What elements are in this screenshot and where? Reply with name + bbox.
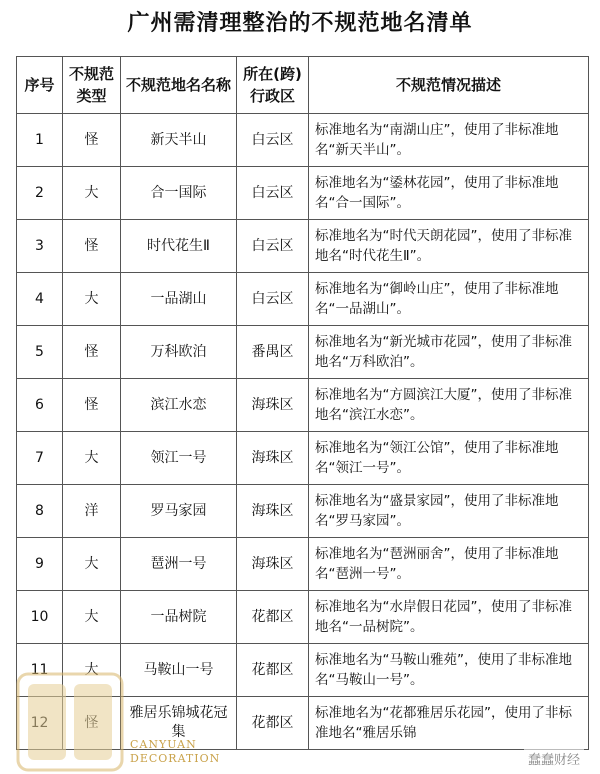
cell-seq: 11 [17, 644, 63, 697]
header-desc: 不规范情况描述 [309, 57, 589, 114]
cell-name: 雅居乐锦城花冠集 [121, 697, 237, 750]
header-district: 所在(跨)行政区 [237, 57, 309, 114]
table-row [17, 379, 589, 432]
cell-type: 怪 [63, 114, 121, 167]
cell-district: 海珠区 [237, 379, 309, 432]
table-header-row [17, 57, 589, 114]
header-type: 不规范类型 [63, 57, 121, 114]
table-row [17, 591, 589, 644]
cell-district: 花都区 [237, 591, 309, 644]
cell-name: 领江一号 [121, 432, 237, 485]
page-title: 广州需清理整治的不规范地名清单 [127, 10, 473, 36]
cell-district: 白云区 [237, 167, 309, 220]
cell-desc: 标准地名为“方圆滨江大厦”，使用了非标准地名“滨江水恋”。 [309, 379, 589, 432]
watermark-brand-line1: CANYUAN [130, 738, 197, 751]
cell-name: 一品树院 [121, 591, 237, 644]
cell-seq: 5 [17, 326, 63, 379]
cell-district: 花都区 [237, 697, 309, 750]
cell-seq: 9 [17, 538, 63, 591]
table-row [17, 220, 589, 273]
cell-seq: 3 [17, 220, 63, 273]
cell-type: 怪 [63, 379, 121, 432]
wechat-watermark: 蠢蠢财经 [524, 749, 584, 768]
place-names-table [16, 56, 589, 750]
cell-desc: 标准地名为“御岭山庄”，使用了非标准地名“一品湖山”。 [309, 273, 589, 326]
cell-district: 花都区 [237, 644, 309, 697]
cell-type: 怪 [63, 326, 121, 379]
cell-desc: 标准地名为“盛景家园”，使用了非标准地名“罗马家园”。 [309, 485, 589, 538]
cell-type: 大 [63, 432, 121, 485]
cell-name: 时代花生Ⅱ [121, 220, 237, 273]
cell-seq: 8 [17, 485, 63, 538]
cell-district: 海珠区 [237, 485, 309, 538]
header-seq: 序号 [17, 57, 63, 114]
cell-desc: 标准地名为“新光城市花园”，使用了非标准地名“万科欧泊”。 [309, 326, 589, 379]
header-name: 不规范地名名称 [121, 57, 237, 114]
cell-district: 番禺区 [237, 326, 309, 379]
cell-type: 大 [63, 167, 121, 220]
cell-desc: 标准地名为“琶洲丽舍”，使用了非标准地名“琶洲一号”。 [309, 538, 589, 591]
cell-name: 合一国际 [121, 167, 237, 220]
table-row [17, 114, 589, 167]
cell-type: 洋 [63, 485, 121, 538]
table-row [17, 538, 589, 591]
cell-name: 罗马家园 [121, 485, 237, 538]
cell-desc: 标准地名为“领江公馆”，使用了非标准地名“领江一号”。 [309, 432, 589, 485]
cell-district: 海珠区 [237, 432, 309, 485]
cell-seq: 2 [17, 167, 63, 220]
cell-seq: 10 [17, 591, 63, 644]
cell-district: 海珠区 [237, 538, 309, 591]
cell-desc: 标准地名为“南湖山庄”，使用了非标准地名“新天半山”。 [309, 114, 589, 167]
cell-desc: 标准地名为“时代天朗花园”，使用了非标准地名“时代花生Ⅱ”。 [309, 220, 589, 273]
cell-name: 琶洲一号 [121, 538, 237, 591]
cell-name: 新天半山 [121, 114, 237, 167]
cell-desc: 标准地名为“鋈林花园”，使用了非标准地名“合一国际”。 [309, 167, 589, 220]
cell-district: 白云区 [237, 220, 309, 273]
table-row [17, 167, 589, 220]
cell-name: 万科欧泊 [121, 326, 237, 379]
cell-type: 大 [63, 591, 121, 644]
cell-district: 白云区 [237, 114, 309, 167]
cell-name: 马鞍山一号 [121, 644, 237, 697]
cell-desc: 标准地名为“马鞍山雅苑”，使用了非标准地名“马鞍山一号”。 [309, 644, 589, 697]
table-row [17, 326, 589, 379]
cell-district: 白云区 [237, 273, 309, 326]
cell-type: 大 [63, 538, 121, 591]
cell-desc: 标准地名为“水岸假日花园”，使用了非标准地名“一品树院”。 [309, 591, 589, 644]
cell-type: 大 [63, 273, 121, 326]
cell-desc: 标准地名为“花都雅居乐花园”，使用了非标准地名“雅居乐锦 [309, 697, 589, 750]
table-row [17, 485, 589, 538]
watermark-brand [130, 738, 220, 766]
table-row [17, 432, 589, 485]
cell-seq: 1 [17, 114, 63, 167]
cell-seq: 7 [17, 432, 63, 485]
cell-type: 大 [63, 644, 121, 697]
cell-name: 一品湖山 [121, 273, 237, 326]
cell-seq: 4 [17, 273, 63, 326]
watermark-brand-line2: DECORATION [130, 752, 221, 765]
cell-name: 滨江水恋 [121, 379, 237, 432]
canyuan-logo-watermark [14, 670, 126, 774]
cell-type: 怪 [63, 220, 121, 273]
table-row [17, 273, 589, 326]
cell-seq: 6 [17, 379, 63, 432]
